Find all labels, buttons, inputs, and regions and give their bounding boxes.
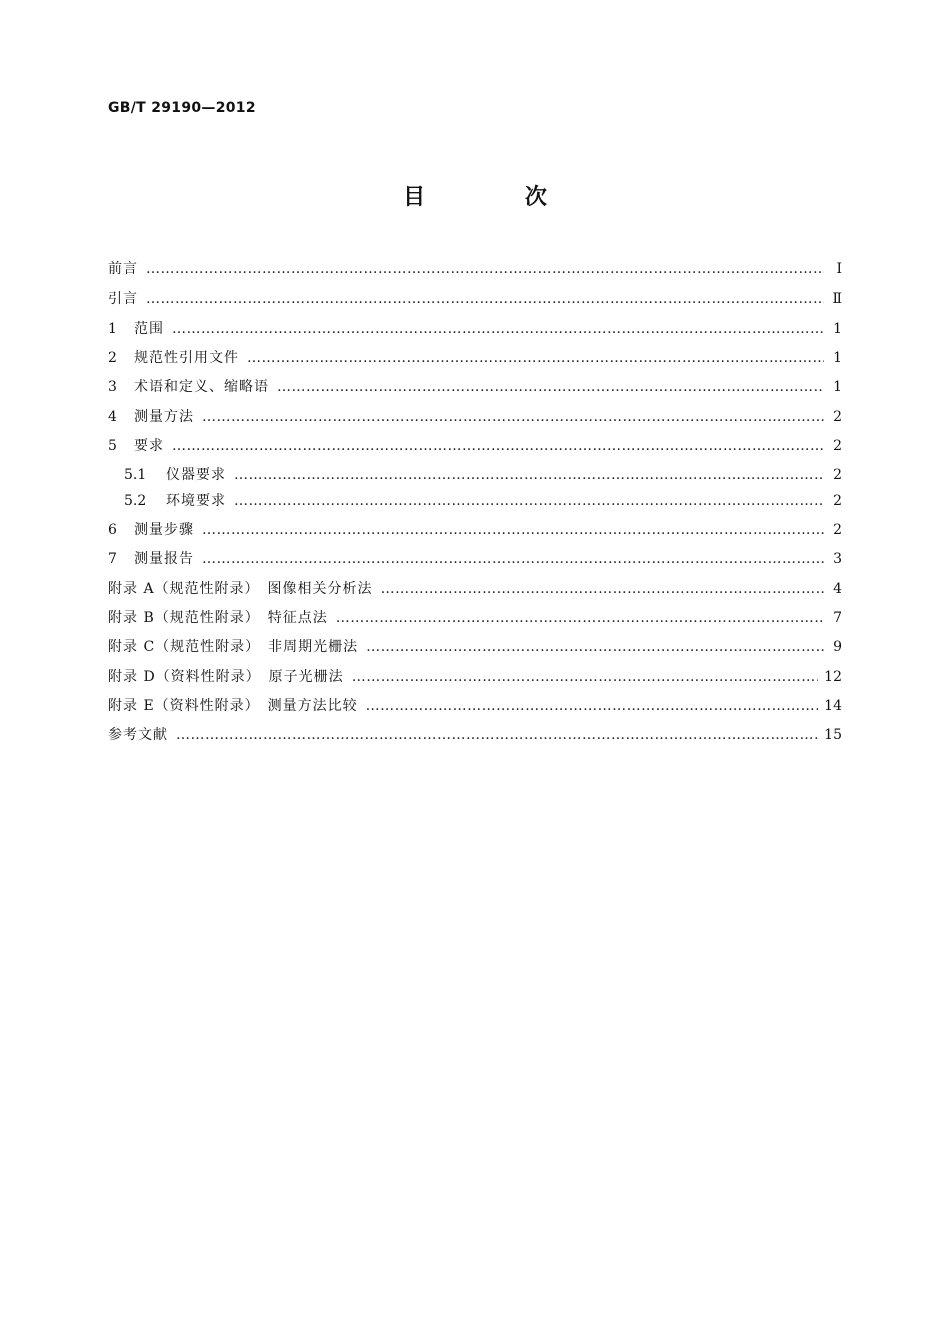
toc-page-number: 4 [833, 581, 842, 597]
toc-page-number: 9 [833, 639, 842, 655]
toc-leader-dots [202, 519, 824, 541]
toc-leader-dots [202, 406, 824, 428]
toc-entry-label: 引言 [108, 291, 138, 307]
toc-entry-number: 1 [108, 321, 117, 337]
toc-leader-dots [366, 636, 824, 658]
toc-entry-label: 规范性引用文件 [134, 350, 239, 366]
toc-entry-label: 附录 B（规范性附录） 特征点法 [108, 610, 328, 626]
toc-entry-number: 5.2 [124, 493, 147, 509]
toc-leader-dots [172, 318, 824, 340]
toc-page-number: Ⅱ [832, 291, 842, 307]
toc-leader-dots [247, 347, 824, 369]
toc-entry-environment-requirements[interactable] [124, 490, 842, 512]
toc-entry-label: 测量报告 [134, 551, 194, 567]
toc-leader-dots [172, 435, 824, 457]
toc-leader-dots [366, 695, 819, 717]
toc-entry-normative-references[interactable] [108, 347, 842, 369]
toc-page-number: 2 [833, 409, 842, 425]
toc-page-number: 14 [824, 698, 842, 714]
toc-entry-label: 测量步骤 [134, 522, 194, 538]
toc-leader-dots [234, 464, 824, 486]
toc-entry-label: 附录 E（资料性附录） 测量方法比较 [108, 698, 358, 714]
toc-page-number: 3 [833, 551, 842, 567]
toc-entry-number: 3 [108, 379, 117, 395]
toc-page-number: 1 [833, 350, 842, 366]
toc-entry-measurement-steps[interactable] [108, 519, 842, 541]
toc-entry-measurement-report[interactable] [108, 548, 842, 570]
toc-entry-bibliography[interactable] [108, 724, 842, 746]
toc-entry-number: 7 [108, 551, 117, 567]
toc-entry-label: 参考文献 [108, 727, 168, 743]
toc-entry-label: 测量方法 [134, 409, 194, 425]
toc-page-number: 1 [833, 321, 842, 337]
toc-page-number: 2 [833, 522, 842, 538]
toc-page-number: 2 [833, 467, 842, 483]
toc-leader-dots [146, 288, 824, 310]
toc-leader-dots [234, 490, 824, 512]
toc-entry-label: 范围 [134, 321, 164, 337]
toc-entry-label: 术语和定义、缩略语 [134, 379, 269, 395]
toc-leader-dots [277, 376, 824, 398]
toc-entry-label: 附录 D（资料性附录） 原子光栅法 [108, 669, 344, 685]
toc-entry-terms-definitions[interactable] [108, 376, 842, 398]
standard-number: GB/T 29190—2012 [108, 100, 256, 116]
toc-entry-annex-d[interactable] [108, 666, 842, 688]
toc-leader-dots [202, 548, 824, 570]
toc-entry-annex-b[interactable] [108, 607, 842, 629]
toc-entry-introduction[interactable] [108, 288, 842, 310]
toc-entry-number: 4 [108, 409, 117, 425]
toc-leader-dots [352, 666, 818, 688]
toc-leader-dots [176, 724, 818, 746]
toc-entry-number: 2 [108, 350, 117, 366]
toc-leader-dots [146, 258, 824, 280]
toc-entry-label: 附录 A（规范性附录） 图像相关分析法 [108, 581, 373, 597]
toc-page-number: 15 [824, 727, 842, 743]
toc-entry-number: 5 [108, 438, 117, 454]
toc-entry-annex-a[interactable] [108, 578, 842, 600]
toc-entry-requirements[interactable] [108, 435, 842, 457]
toc-entry-number: 6 [108, 522, 117, 538]
toc-entry-annex-c[interactable] [108, 636, 842, 658]
toc-page-number: Ⅰ [836, 261, 842, 277]
toc-page-number: 12 [824, 669, 842, 685]
toc-entry-instrument-requirements[interactable] [124, 464, 842, 486]
toc-entry-label: 要求 [134, 438, 164, 454]
toc-entry-measurement-methods[interactable] [108, 406, 842, 428]
toc-entry-label: 前言 [108, 261, 138, 277]
toc-entry-label: 附录 C（规范性附录） 非周期光栅法 [108, 639, 359, 655]
toc-leader-dots [336, 607, 824, 629]
toc-entry-label: 仪器要求 [166, 467, 226, 483]
page-title: 目 次 [403, 185, 593, 210]
toc-entry-scope[interactable] [108, 318, 842, 340]
toc-entry-number: 5.1 [124, 467, 147, 483]
toc-entry-foreword[interactable] [108, 258, 842, 280]
toc-page-number: 2 [833, 438, 842, 454]
toc-page-number: 1 [833, 379, 842, 395]
toc-entry-label: 环境要求 [166, 493, 226, 509]
toc-page-number: 7 [833, 610, 842, 626]
toc-entry-annex-e[interactable] [108, 695, 842, 717]
toc-leader-dots [381, 578, 824, 600]
toc-page-number: 2 [833, 493, 842, 509]
